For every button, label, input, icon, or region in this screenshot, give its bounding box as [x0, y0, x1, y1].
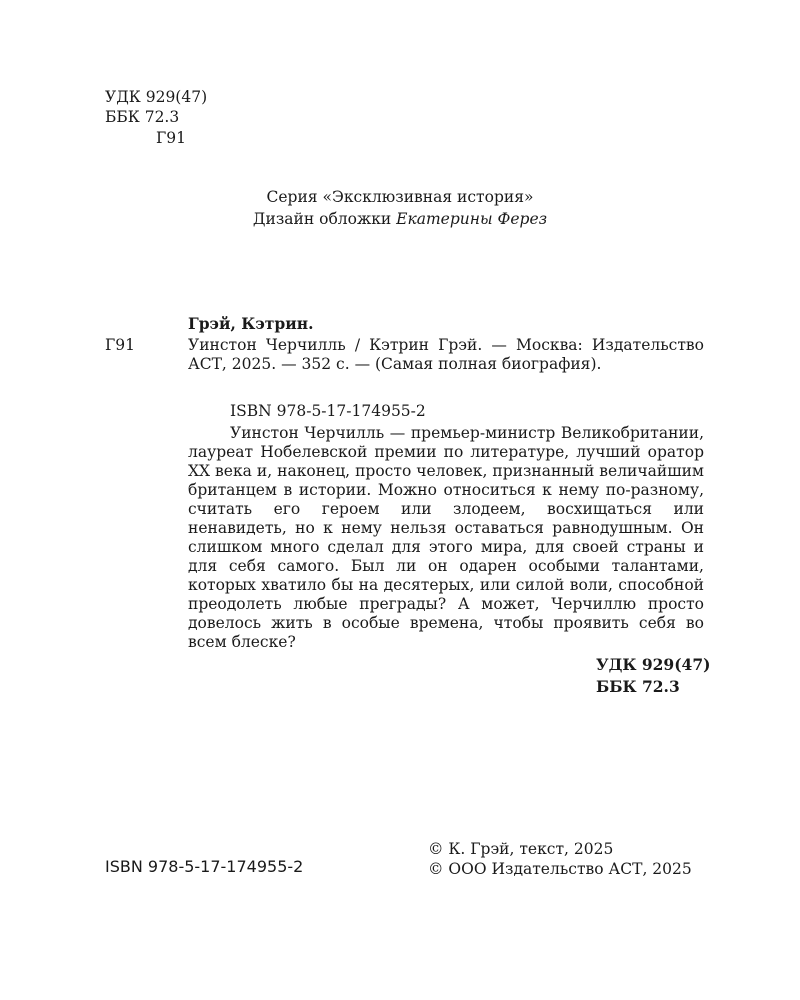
- entry-isbn: ISBN 978-5-17-174955-2: [230, 402, 426, 420]
- entry-author: Грэй, Кэтрин.: [188, 314, 314, 333]
- entry-title-description: Уинстон Черчилль / Кэтрин Грэй. — Москва: Издательство АСТ, 2025. — 352 с. — (Самая полная биография).: [188, 336, 704, 373]
- entry-annotation: Уинстон Черчилль — премьер-министр Великобритании, лауреат Нобелевской премии по литературе, лучший оратор XX века и, наконец, просто человек, признанный величайшим британцем в истории. Можно относиться к нему по-разному, считать его героем или злодеем, восхищаться или ненавидеть, но к нему нельзя оставаться равнодушным. Он слишком много сделал для этого мира, для своей страны и для себя самого. Был ли он одарен особыми талантами, которых хватило бы на десятерых, или силой воли, способной преодолеть любые преграды? А может, Черчиллю просто довелось жить в особые времена, чтобы проявить себя во всем блеске?: [188, 424, 704, 651]
- entry-author-sign-code: Г91: [105, 336, 135, 354]
- copyright-author: © К. Грэй, текст, 2025: [428, 840, 614, 858]
- udk-code: УДК 929(47): [105, 88, 208, 106]
- cover-design-credit: [0, 210, 800, 229]
- cover-design-prefix: Дизайн обложки: [252, 210, 397, 228]
- entry-udk-code: УДК 929(47): [596, 655, 711, 674]
- cover-designer-name: Екатерины Ферез: [396, 210, 548, 228]
- series-line: Серия «Эксклюзивная история»: [266, 188, 534, 206]
- copyright-publisher: © ООО Издательство АСТ, 2025: [428, 860, 692, 878]
- author-sign-code: Г91: [156, 129, 186, 147]
- entry-bbk-code: ББК 72.3: [596, 677, 680, 696]
- bbk-code: ББК 72.3: [105, 108, 180, 126]
- footer-isbn: ISBN 978-5-17-174955-2: [105, 857, 304, 876]
